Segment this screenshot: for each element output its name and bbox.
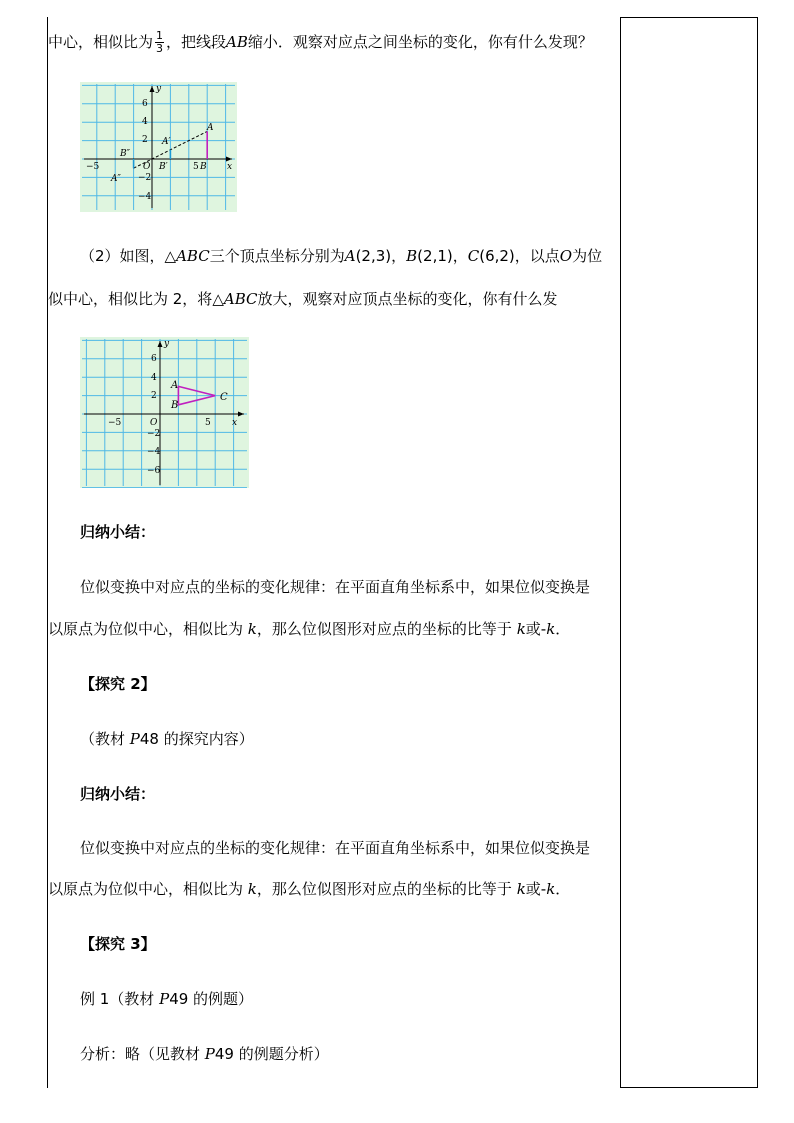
variable-k: k <box>546 880 556 898</box>
fraction-denominator: 3 <box>156 42 164 55</box>
text: ． <box>555 620 571 638</box>
table-column-divider <box>620 17 621 1088</box>
y-axis-label: y <box>156 84 162 94</box>
triangle-symbol: △ <box>164 247 177 265</box>
y-tick-label: −2 <box>147 429 161 439</box>
text: 为位 <box>572 247 603 265</box>
table-top-border <box>620 17 758 18</box>
point-label-B1: B′ <box>159 162 168 172</box>
variable-k: k <box>516 880 526 898</box>
variable-k: k <box>516 620 526 638</box>
x-tick-label: 5 <box>205 418 211 428</box>
variable-k: k <box>247 880 257 898</box>
x-tick-label: −5 <box>108 418 122 428</box>
x-tick-label: −5 <box>86 162 100 172</box>
point-label-B2: B″ <box>120 149 130 159</box>
text: 48 的探究内容） <box>139 730 254 748</box>
text: 以原点为位似中心，相似比为 <box>48 880 244 898</box>
page-letter: P <box>159 990 170 1008</box>
segment-name: AB <box>226 33 248 51</box>
y-tick-label: −6 <box>147 466 161 476</box>
y-tick-label: −4 <box>138 192 152 202</box>
analysis-line <box>80 1044 329 1064</box>
text: ，那么位似图形对应点的坐标的比等于 <box>256 880 512 898</box>
coord-A: (2,3)， <box>355 247 407 265</box>
text: ，把线段 <box>166 33 227 51</box>
text: 49 的例题分析） <box>214 1045 329 1063</box>
summary-2-line-2 <box>48 879 570 899</box>
text: 三个顶点坐标分别为 <box>209 247 345 265</box>
figure-1-coordinate-grid <box>80 82 237 212</box>
point-label-A1: A′ <box>162 137 171 147</box>
intro-line <box>48 30 593 55</box>
explore-3-heading: 【探究 3】 <box>80 935 156 953</box>
explore-2-heading: 【探究 2】 <box>80 675 156 693</box>
table-bottom-border <box>620 1087 758 1088</box>
text: （2）如图， <box>80 247 165 265</box>
summary-2-line-1: 位似变换中对应点的坐标的变化规律：在平面直角坐标系中，如果位似变换是 <box>80 839 591 857</box>
y-tick-label: −2 <box>138 173 152 183</box>
y-tick-label: 4 <box>142 117 148 127</box>
point-B: B <box>406 247 418 265</box>
text: 放大，观察对应顶点坐标的变化，你有什么发 <box>257 290 558 308</box>
coord-B: (2,1)， <box>417 247 468 265</box>
x-axis-label: x <box>227 162 233 172</box>
text: 似中心，相似比为 2，将 <box>48 290 213 308</box>
summary-2-heading: 归纳小结： <box>80 785 156 803</box>
point-label-C: C <box>220 392 228 403</box>
figure-2-coordinate-grid <box>80 337 249 488</box>
y-tick-label: 2 <box>142 135 148 145</box>
origin-label: O <box>143 162 151 172</box>
text: 49 的例题） <box>169 990 254 1008</box>
coord-C: (6,2)，以点 <box>479 247 560 265</box>
x-tick-label: 5 <box>193 162 199 172</box>
text: 例 1（教材 <box>80 990 155 1008</box>
fraction <box>155 30 164 55</box>
text: ，那么位似图形对应点的坐标的比等于 <box>256 620 512 638</box>
grid-background <box>80 337 249 488</box>
text: ． <box>555 880 571 898</box>
point-label-A2: A″ <box>111 174 121 184</box>
summary-1-line-1: 位似变换中对应点的坐标的变化规律：在平面直角坐标系中，如果位似变换是 <box>80 578 591 596</box>
origin-label: O <box>150 418 158 428</box>
triangle-name: ABC <box>176 247 210 265</box>
text: 或- <box>525 880 547 898</box>
point-C: C <box>467 247 480 265</box>
table-left-border <box>47 17 48 1088</box>
variable-k: k <box>247 620 257 638</box>
y-tick-label: 6 <box>142 99 148 109</box>
text: 中心，相似比为 <box>48 33 154 51</box>
text: 以原点为位似中心，相似比为 <box>48 620 244 638</box>
y-tick-label: −4 <box>147 447 161 457</box>
variable-k: k <box>546 620 556 638</box>
summary-1-heading: 归纳小结： <box>80 523 156 541</box>
point-label-A: A <box>171 380 179 391</box>
point-label-A: A <box>207 123 214 133</box>
x-axis-label: x <box>232 418 238 428</box>
text: 或- <box>525 620 547 638</box>
explore-2-reference <box>80 729 254 749</box>
y-tick-label: 2 <box>151 391 157 401</box>
text: 分析：略（见教材 <box>80 1045 201 1063</box>
part-2-line-1 <box>80 246 602 266</box>
triangle-name: ABC <box>223 290 258 308</box>
page-letter: P <box>129 730 140 748</box>
point-O: O <box>559 247 573 265</box>
triangle-symbol: △ <box>212 290 224 308</box>
summary-1-line-2 <box>48 619 570 639</box>
fraction-numerator: 1 <box>156 29 164 42</box>
point-label-B: B <box>171 400 179 411</box>
text: （教材 <box>80 730 126 748</box>
y-tick-label: 6 <box>151 354 157 364</box>
grid-background <box>80 82 237 212</box>
table-right-border <box>757 17 758 1088</box>
part-2-line-2 <box>48 289 558 309</box>
page-letter: P <box>204 1045 215 1063</box>
text: 缩小．观察对应点之间坐标的变化，你有什么发现？ <box>247 33 593 51</box>
y-tick-label: 4 <box>151 373 157 383</box>
y-axis-label: y <box>164 339 170 349</box>
point-label-B: B <box>200 162 207 172</box>
point-A: A <box>344 247 356 265</box>
example-1-line <box>80 989 253 1009</box>
